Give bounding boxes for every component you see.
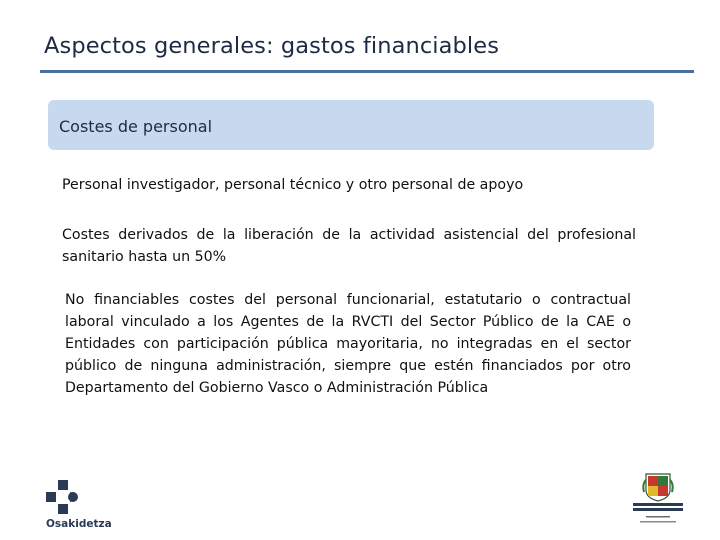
section-header xyxy=(48,100,654,150)
osakidetza-logo-text: Osakidetza xyxy=(46,518,112,530)
paragraph-no-financiables: No financiables costes del personal funcionarial, estatutario o contractual laboral vinculado a los Agentes de la RVCTI del Sector Público de la CAE o Entidades con participación pública mayoritaria, no integradas en el sector público de ninguna administración, siempre que estén financiados por otro Departamento del Gobierno Vasco o Administración Pública xyxy=(65,292,631,396)
section-label: Costes de personal xyxy=(59,117,213,136)
osakidetza-cross-icon xyxy=(46,480,80,514)
osakidetza-logo xyxy=(46,480,116,534)
paragraph-costes-derivados: Costes derivados de la liberación de la actividad asistencial del profesional sanitario hasta un 50% xyxy=(62,227,636,265)
gobierno-vasco-emblem-icon xyxy=(630,470,686,526)
gobierno-vasco-logo xyxy=(630,470,686,526)
slide-title: Aspectos generales: gastos financiables xyxy=(44,33,500,59)
title-divider xyxy=(40,70,694,73)
paragraph-personal-investigador: Personal investigador, personal técnico y otro personal de apoyo xyxy=(62,177,524,193)
